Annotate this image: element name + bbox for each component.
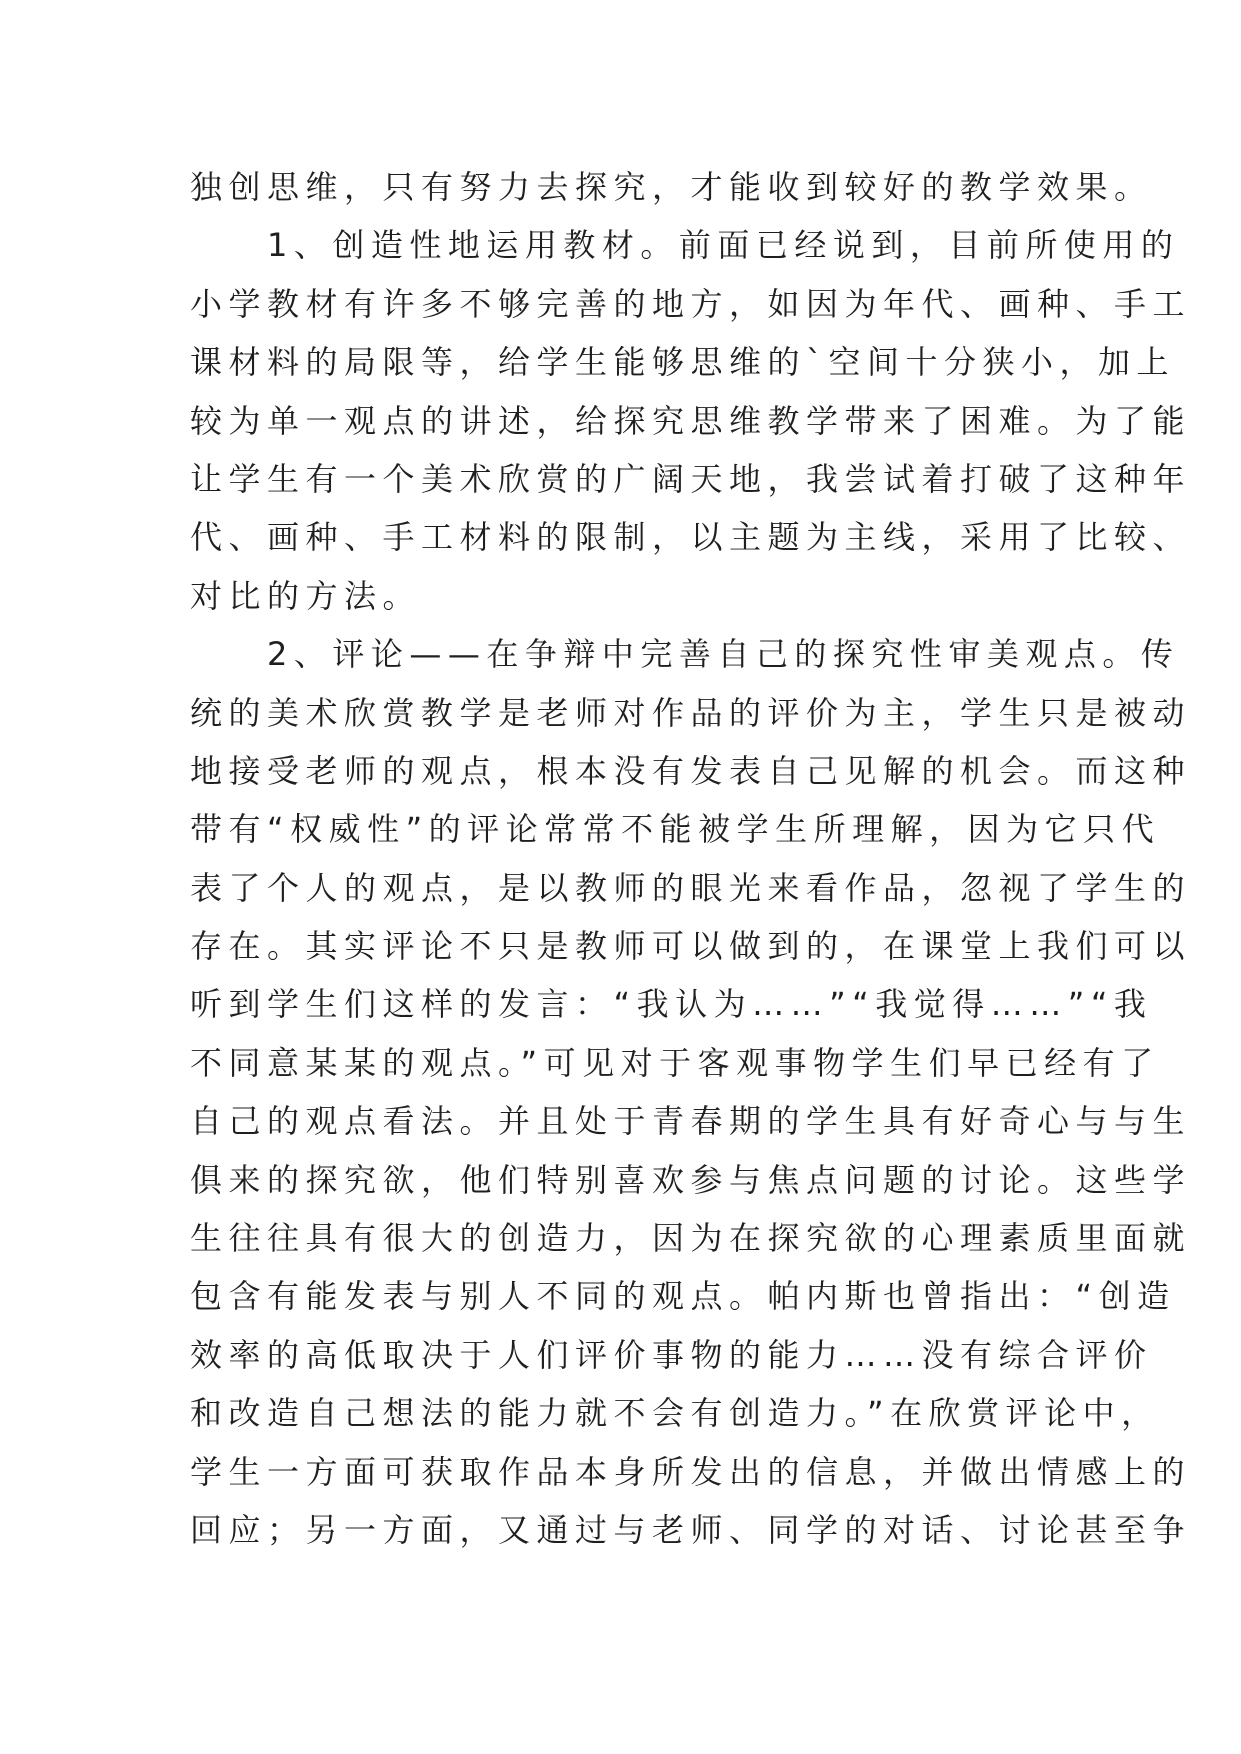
text-line: 效率的高低取决于人们评价事物的能力……没有综合评价 bbox=[190, 1335, 1153, 1374]
text-line: 独创思维，只有努力去探究，才能收到较好的教学效果。 bbox=[190, 168, 1153, 206]
body-text bbox=[190, 158, 1192, 1559]
text-line: 让学生有一个美术欣赏的广阔天地，我尝试着打破了这种年 bbox=[190, 459, 1192, 498]
text-line: 地接受老师的观点，根本没有发表自己见解的机会。而这种 bbox=[190, 751, 1192, 790]
text-line: 和改造自己想法的能力就不会有创造力。”在欣赏评论中， bbox=[190, 1394, 1160, 1433]
text-line: 生往往具有很大的创造力，因为在探究欲的心理素质里面就 bbox=[190, 1219, 1192, 1258]
text-line: 不同意某某的观点。”可见对于客观事物学生们早已经有了 bbox=[190, 1043, 1160, 1082]
text-line: 代、画种、手工材料的限制，以主题为主线，采用了比较、 bbox=[190, 518, 1192, 557]
text-line: 学生一方面可获取作品本身所发出的信息，并做出情感上的 bbox=[190, 1452, 1192, 1491]
text-line: 表了个人的观点，是以教师的眼光来看作品，忽视了学生的 bbox=[190, 868, 1192, 907]
text-line: 带有“权威性”的评论常常不能被学生所理解，因为它只代 bbox=[190, 810, 1161, 849]
text-line: 包含有能发表与别人不同的观点。帕内斯也曾指出：“创造 bbox=[190, 1277, 1176, 1316]
text-line: 存在。其实评论不只是教师可以做到的，在课堂上我们可以 bbox=[190, 927, 1192, 966]
text-line: 回应；另一方面，又通过与老师、同学的对话、讨论甚至争 bbox=[190, 1510, 1192, 1549]
text-line: 小学教材有许多不够完善的地方，如因为年代、画种、手工 bbox=[190, 284, 1192, 323]
text-line: 2、评论——在争辩中完善自己的探究性审美观点。传 bbox=[190, 635, 1180, 674]
text-line: 对比的方法。 bbox=[190, 576, 422, 615]
text-line: 俱来的探究欲，他们特别喜欢参与焦点问题的讨论。这些学 bbox=[190, 1160, 1192, 1199]
text-line: 自己的观点看法。并且处于青春期的学生具有好奇心与与生 bbox=[190, 1102, 1192, 1141]
text-line: 1、创造性地运用教材。前面已经说到，目前所使用的 bbox=[190, 226, 1180, 265]
text-line: 统的美术欣赏教学是老师对作品的评价为主，学生只是被动 bbox=[190, 693, 1192, 732]
text-line: 听到学生们这样的发言：“我认为……”“我觉得……”“我 bbox=[190, 985, 1153, 1024]
text-line: 较为单一观点的讲述，给探究思维教学带来了困难。为了能 bbox=[190, 401, 1192, 440]
text-line: 课材料的局限等，给学生能够思维的`空间十分狭小，加上 bbox=[190, 343, 1176, 382]
